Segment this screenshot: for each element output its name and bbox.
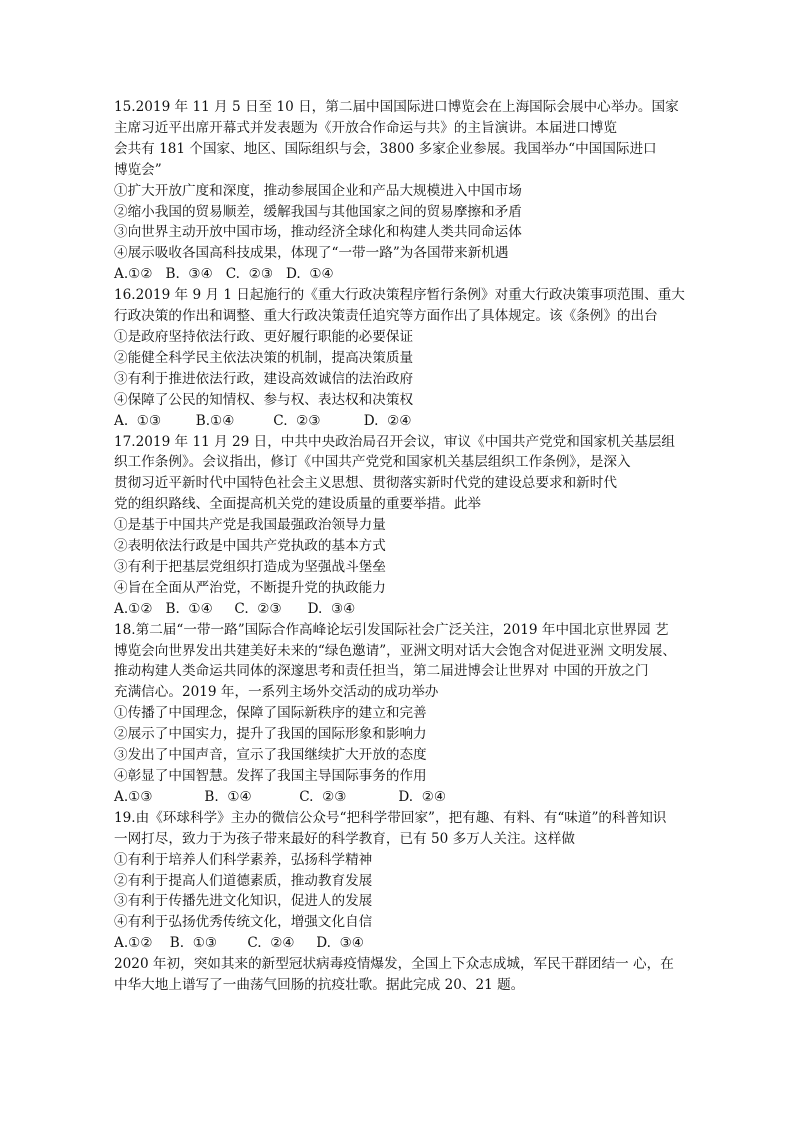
- passage-line: 中华大地上谱写了一曲荡气回肠的抗疫壮歌。据此完成 20、21 题。: [114, 977, 525, 994]
- passage-line: 2020 年初，突如其来的新型冠状病毒疫情爆发，全国上下众志成城，军民干群团结一 心，在: [114, 956, 674, 973]
- question-stem-line: 主席习近平出席开幕式并发表题为《开放合作命运与共》的主旨演讲。本届进口博览: [114, 119, 617, 136]
- answer-options: A. ①③ B.①④ C. ②③ D. ②④: [114, 412, 412, 429]
- statement-item: ①传播了中国理念，保障了国际新秩序的建立和完善: [114, 705, 427, 722]
- statement-item: ④保障了公民的知情权、参与权、表达权和决策权: [114, 391, 414, 408]
- answer-options: A.①③ B. ①④ C. ②③ D. ②④: [114, 788, 447, 805]
- answer-options: A.①② B. ③④ C. ②③ D. ①④: [114, 266, 334, 283]
- answer-options: A.①② B. ①③ C. ②④ D. ③④: [114, 935, 364, 952]
- question-18: [114, 620, 694, 808]
- closing-passage: [114, 954, 694, 996]
- question-stem-line: 党的组织路线、全面提高机关党的建设质量的重要举措。此举: [114, 496, 482, 513]
- statement-item: ②缩小我国的贸易顺差，缓解我国与其他国家之间的贸易摩擦和矛盾: [114, 203, 522, 220]
- statement-item: ①有利于培养人们科学素养，弘扬科学精神: [114, 851, 373, 868]
- question-stem-line: 博览会”: [114, 161, 162, 178]
- question-16: [114, 285, 694, 431]
- statement-item: ④展示吸收各国高科技成果，体现了“一带一路”为各国带来新机遇: [114, 245, 509, 262]
- question-17: [114, 432, 694, 620]
- question-stem-line: 一网打尽，致力于为孩子带来最好的科学教育，已有 50 多万人关注。这样做: [114, 830, 575, 847]
- statement-item: ④有利于弘扬优秀传统文化，增强文化自信: [114, 914, 373, 931]
- question-stem-line: 19.由《环球科学》主办的微信公众号“把科学带回家”，把有趣、有料、有“味道”的科普知识: [114, 809, 667, 826]
- statement-item: ③有利于推进依法行政，建设高效诚信的法治政府: [114, 370, 414, 387]
- question-stem-line: 织工作条例》。会议指出，修订《中国共产党党和国家机关基层组织工作条例》，是深入: [114, 454, 631, 471]
- statement-item: ①是政府坚持依法行政、更好履行职能的必要保证: [114, 328, 414, 345]
- question-stem-line: 17.2019 年 11 月 29 日，中共中央政治局召开会议，审议《中国共产党党和国家机关基层组: [114, 433, 676, 450]
- answer-options: A.①② B. ①④ C. ②③ D. ③④: [114, 600, 356, 617]
- question-stem-line: 18.第二届“一带一路”国际合作高峰论坛引发国际社会广泛关注，2019 年中国北京世界园 艺: [114, 621, 669, 638]
- question-stem-line: 16.2019 年 9 月 1 日起施行的《重大行政决策程序暂行条例》对重大行政决策事项范围、重大: [114, 287, 685, 304]
- statement-item: ③向世界主动开放中国市场，推动经济全球化和构建人类共同命运体: [114, 224, 522, 241]
- question-stem-line: 推动构建人类命运共同体的深邃思考和责任担当，第二届进博会让世界对 中国的开放之门: [114, 663, 649, 680]
- statement-item: ②表明依法行政是中国共产党执政的基本方式: [114, 538, 386, 555]
- statement-item: ②有利于提高人们道德素质，推动教育发展: [114, 872, 373, 889]
- question-stem-line: 贯彻习近平新时代中国特色社会主义思想、贯彻落实新时代党的建设总要求和新时代: [114, 475, 617, 492]
- question-19: [114, 808, 694, 954]
- statement-item: ②能健全科学民主依法决策的机制，提高决策质量: [114, 349, 414, 366]
- statement-item: ③发出了中国声音，宣示了我国继续扩大开放的态度: [114, 747, 427, 764]
- statement-item: ③有利于把基层党组织打造成为坚强战斗堡垒: [114, 558, 386, 575]
- statement-item: ④彰显了中国智慧。发挥了我国主导国际事务的作用: [114, 768, 427, 784]
- question-stem-line: 博览会向世界发出共建美好未来的“绿色邀请”，亚洲文明对话大会饱含对促进亚洲 文明发展、: [114, 642, 676, 659]
- statement-item: ③有利于传播先进文化知识，促进人的发展: [114, 893, 373, 910]
- exam-content: [114, 97, 694, 996]
- statement-item: ①扩大开放广度和深度，推动参展国企业和产品大规模进入中国市场: [114, 182, 522, 199]
- question-15: [114, 97, 694, 285]
- statement-item: ②展示了中国实力，提升了我国的国际形象和影响力: [114, 726, 427, 743]
- question-stem-line: 15.2019 年 11 月 5 日至 10 日，第二届中国国际进口博览会在上海国际会展中心举办。国家: [114, 99, 679, 115]
- question-stem-line: 会共有 181 个国家、地区、国际组织与会，3800 多家企业参展。我国举办“中国国际进口: [114, 140, 657, 157]
- question-stem-line: 充满信心。2019 年，一系列主场外交活动的成功举办: [114, 684, 439, 701]
- statement-item: ①是基于中国共产党是我国最强政治领导力量: [114, 517, 386, 534]
- statement-item: ④旨在全面从严治党，不断提升党的执政能力: [114, 579, 386, 596]
- question-stem-line: 行政决策的作出和调整、重大行政决策责任追究等方面作出了具体规定。该《条例》的出台: [114, 308, 658, 325]
